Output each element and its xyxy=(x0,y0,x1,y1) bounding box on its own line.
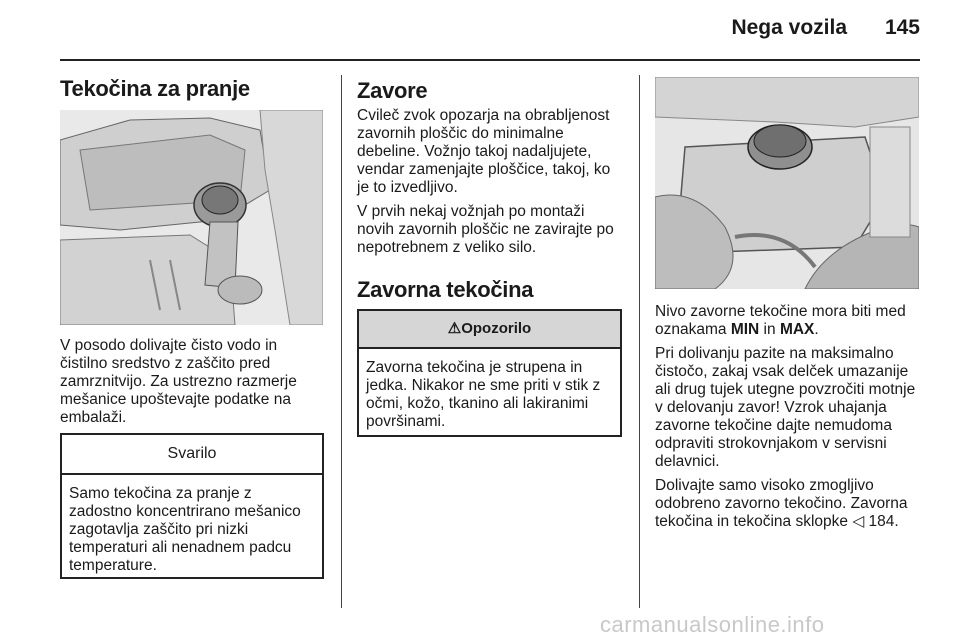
warning-heading: Opozorilo xyxy=(461,320,532,337)
column-divider-2 xyxy=(639,75,640,608)
section-title-brake-fluid: Zavorna tekočina xyxy=(357,277,534,302)
column-divider-1 xyxy=(341,75,342,608)
washer-reservoir-illustration xyxy=(60,110,323,325)
brakes-paragraph-1: Cvileč zvok opozarja na obrabljenost zavornih ploščic do minimalne debeline. Vožnjo takoj nadaljujete, vendar zamenjajte ploščice, takoj, ko je to izvedljivo. xyxy=(357,107,611,196)
running-header-title: Nega vozila xyxy=(731,16,847,39)
warning-header xyxy=(359,311,620,349)
page-number: 145 xyxy=(884,16,920,39)
approved-text: Dolivajte samo visoko zmogljivo odobreno zavorno tekočino. Zavorna tekočina in tekočina sklopke xyxy=(655,477,908,530)
max-mark: MAX xyxy=(779,321,815,338)
header-rule xyxy=(60,59,920,61)
section-title-washer-fluid: Tekočina za pranje xyxy=(60,76,250,101)
caution-box xyxy=(60,433,324,579)
page-reference-link[interactable]: 184. xyxy=(864,513,899,530)
brake-fluid-reservoir-illustration xyxy=(655,77,919,289)
washer-fluid-paragraph: V posodo dolivajte čisto vodo in čistilno sredstvo z zaščito pred zamrznitvijo. Za ustrezno razmerje mešanice upoštevajte podatke na embalaži. xyxy=(60,337,297,426)
brake-fluid-cleanliness-paragraph: Pri dolivanju pazite na maksimalno čistočo, zakaj vsak delček umazanije ali drug tujek utegne povzročiti motnje v delovanju zavor! Vzrok uhajanja zavorne tekočine dajte nemudoma odpraviti strokovnjakom v servisni delavnici. xyxy=(655,345,916,470)
section-title-brakes: Zavore xyxy=(357,78,428,103)
watermark: carmanualsonline.info xyxy=(600,612,825,637)
brake-fluid-approved-paragraph xyxy=(655,477,923,531)
warning-box xyxy=(357,309,622,437)
level-text-post: . xyxy=(814,321,819,338)
warning-triangle-icon: ⚠ xyxy=(447,320,462,337)
page-reference-icon: ◁ xyxy=(852,513,865,530)
level-text-mid: in xyxy=(759,321,780,338)
warning-text: Zavorna tekočina je strupena in jedka. Nikakor ne sme priti v stik z očmi, kožo, tkanino ali lakiranimi površinami. xyxy=(366,359,601,430)
min-mark: MIN xyxy=(730,321,760,338)
brake-fluid-level-paragraph xyxy=(655,303,923,339)
caution-heading: Svarilo xyxy=(62,435,322,475)
level-text-pre: Nivo zavorne tekočine mora biti med oznakama xyxy=(655,303,906,338)
brakes-paragraph-2: V prvih nekaj vožnjah po montaži novih zavornih ploščic ne zavirajte po nepotrebnem z veliko silo. xyxy=(357,203,614,256)
caution-text: Samo tekočina za pranje z zadostno koncentrirano mešanico zagotavlja zaščito pri nizki temperaturi ali nenadnem padcu temperature. xyxy=(69,485,301,574)
